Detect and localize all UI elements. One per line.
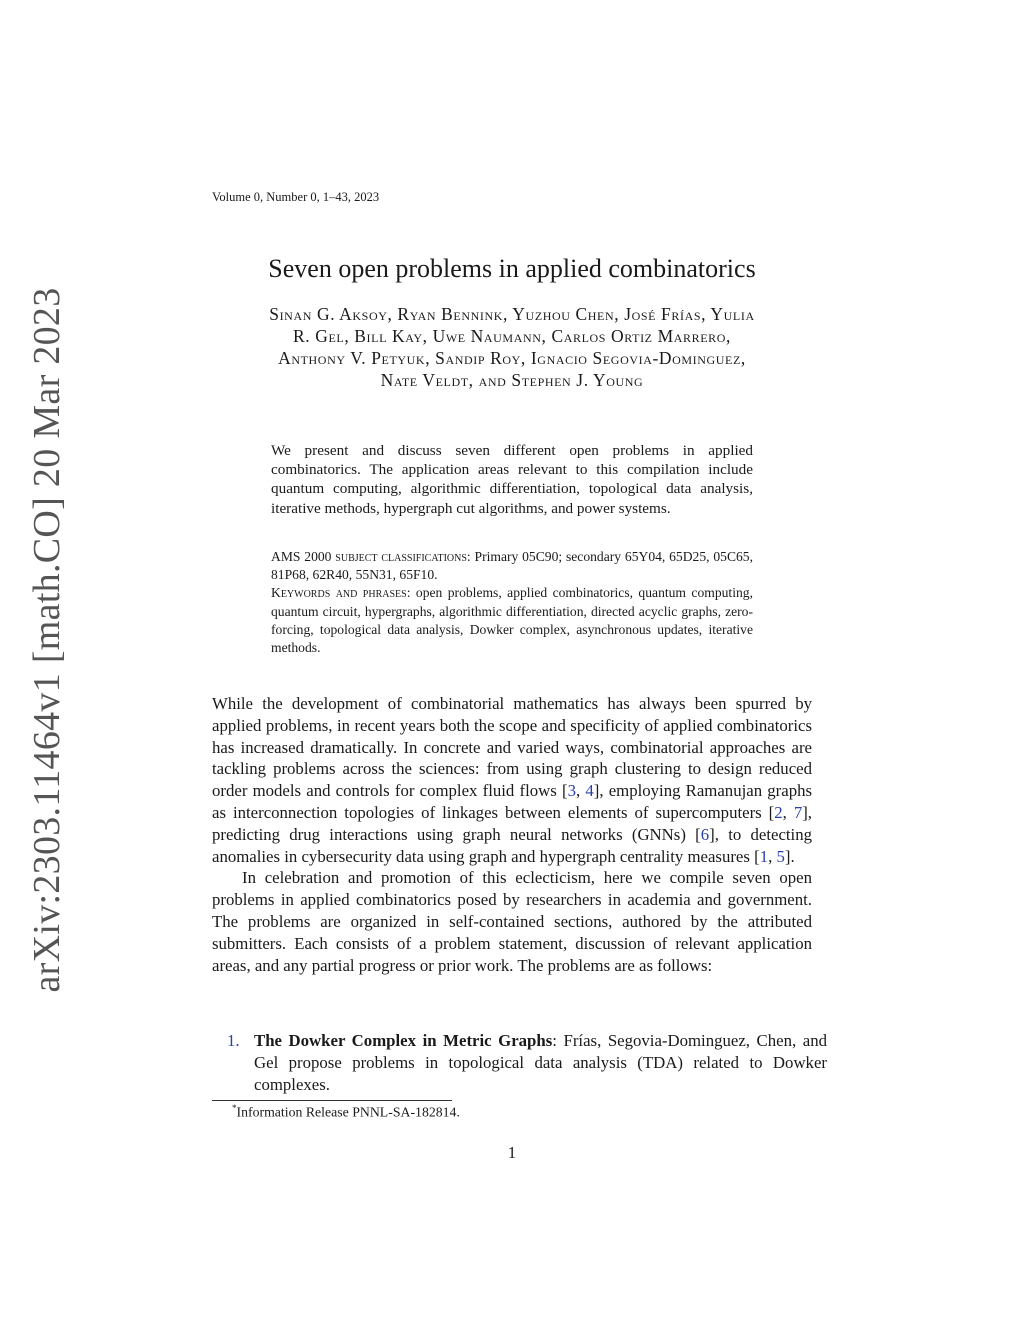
arxiv-identifier: arXiv:2303.11464v1 [math.CO] 20 Mar 2023 [26, 287, 68, 993]
arxiv-sidebar-stamp [20, 287, 74, 993]
page-number: 1 [507, 1143, 517, 1162]
citation-5[interactable]: 5 [776, 846, 785, 866]
author-line-1: Sinan G. Aksoy, Ryan Bennink, Yuzhou Chen, José Frías, Yulia [269, 304, 755, 324]
abstract: We present and discuss seven different open problems in applied combinatorics. The application areas relevant to this compilation include quantum computing, algorithmic differentiation, topological data analysis, iterative methods, hypergraph cut algorithms, and power systems. [271, 442, 753, 517]
paragraph-1-part-c: ], predicting drug interactions using graph neural networks (GNNs) [ [212, 802, 812, 844]
paragraph-2: In celebration and promotion of this eclecticism, here we compile seven open problems in applied combinatorics posed by researchers in academia and government. The problems are organized in self-contained sections, authored by the attributed submitters. Each consists of a problem statement, discussion of relevant application areas, and any partial progress or prior work. The problems are as follows: [212, 868, 812, 975]
problem-list [227, 1030, 827, 1095]
classification-block [271, 548, 753, 657]
citation-1[interactable]: 1 [759, 846, 769, 866]
footnote-mark: * [232, 1103, 237, 1113]
paragraph-1-part-a: While the development of combinatorial mathematics has always been spurred by applied problems, in recent years both the scope and specificity of applied combinatorics has increased dramatically. In concrete and varied ways, combinatorial approaches are tackling problems across the sciences: from using graph clustering to design reduced order models and controls for complex fluid flows [ [212, 694, 812, 801]
list-item-title: The Dowker Complex in Metric Graphs [254, 1031, 553, 1050]
paper-title: Seven open problems in applied combinatorics [268, 254, 756, 283]
list-item-text: : Frías, Segovia-Dominguez, Chen, and Gel propose problems in topological data analysis (TDA) related to Dowker complexes. [254, 1031, 827, 1094]
list-item-number[interactable]: 1. [227, 1031, 240, 1050]
citation-6[interactable]: 6 [700, 824, 710, 844]
citation-7[interactable]: 7 [793, 802, 803, 822]
author-line-3: Anthony V. Petyuk, Sandip Roy, Ignacio Segovia-Dominguez, [278, 348, 746, 368]
paragraph-1-part-d: ], to detecting anomalies in cybersecurity data using graph and hypergraph centrality measures [ [212, 824, 812, 866]
footnote-text: Information Release PNNL-SA-182814. [236, 1104, 460, 1120]
paragraph-1-part-e: ]. [784, 846, 795, 866]
author-line-2: R. Gel, Bill Kay, Uwe Naumann, Carlos Ortiz Marrero, [293, 326, 731, 346]
author-line-4: Nate Veldt, and Stephen J. Young [380, 370, 644, 390]
list-item [254, 1030, 827, 1095]
paragraph-1-part-b: ], employing Ramanujan graphs as interconnection topologies of linkages between elements of supercomputers [ [212, 781, 813, 822]
footnote [232, 1103, 460, 1121]
citation-2[interactable]: 2 [774, 802, 783, 822]
citation-4[interactable]: 4 [585, 781, 594, 801]
ams-label: AMS 2000 subject classifications [271, 549, 467, 564]
citation-3[interactable]: 3 [567, 781, 576, 801]
ams-classification [271, 548, 753, 584]
author-list [200, 303, 824, 391]
keywords-text: : open problems, applied combinatorics, quantum computing, quantum circuit, hypergraphs, algorithmic differentiation, directed acyclic graphs, zero-forcing, topological data analysis, Dowker complex, asynchronous updates, iterative methods. [271, 585, 753, 656]
volume-info: Volume 0, Number 0, 1–43, 2023 [212, 190, 380, 204]
footnote-rule [212, 1100, 452, 1101]
keywords-label: Keywords and phrases [271, 585, 407, 601]
keywords [271, 584, 753, 657]
paragraph-1: While the development of combinatorial mathematics has always been spurred by applied problems, in recent years both the scope and specificity of applied combinatorics has increased dramatically. In concrete and varied ways, combinatorial approaches are tackling problems across the sciences: from using graph clustering to design reduced order models and controls for complex fluid flows [3, 4], employing Ramanujan graphs as interconnection topologies of linkages between elements of supercomputers [2, 7], predicting drug interactions using graph neural networks (GNNs) [6], to detecting anomalies in cybersecurity data using graph and hypergraph centrality measures [1, 5]. [212, 694, 813, 866]
body-text [212, 693, 812, 976]
ams-text: : Primary 05C90; secondary 65Y04, 65D25, 05C65, 81P68, 62R40, 55N31, 65F10. [271, 549, 753, 583]
